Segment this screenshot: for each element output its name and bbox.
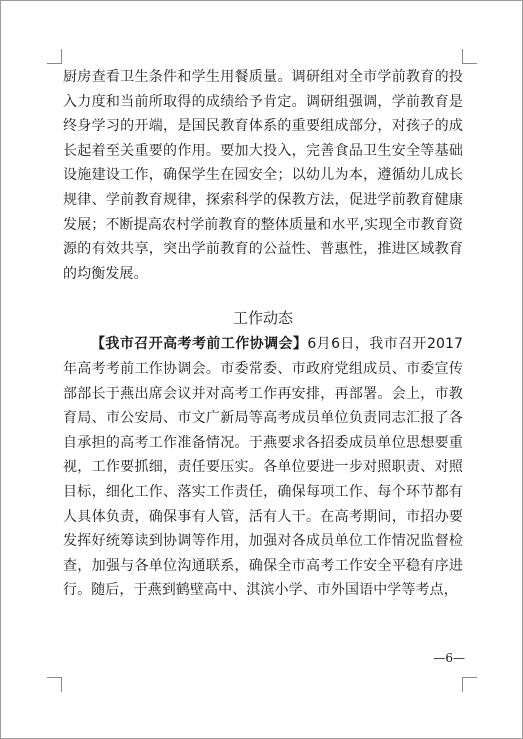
crop-mark-bottom-left <box>47 677 62 692</box>
body-paragraph: 厨房查看卫生条件和学生用餐质量。调研组对全市学前教育的投入力度和当前所取得的成绩给予肯定。调研组强调，学前教育是终身学习的开端，是国民教育体系的重要组成部分，对孩子的成长起着至关重要的作用。要加大投入，完善食品卫生安全等基础设施建设工作，确保学生在园安全；以幼儿为本，遵循幼儿成长规律、学前教育规律，探索科学的保教方法，促进学前教育健康发展；不断提高农村学前教育的整体质量和水平,实现全市教育资源的有效共享，突出学前教育的公益性、普惠性，推进区域教育的均衡发展。 <box>63 69 463 282</box>
crop-mark-top-left <box>47 49 62 64</box>
page-number: —6— <box>433 651 465 665</box>
news-paragraph <box>63 332 463 603</box>
news-headline: 【我市召开高考考前工作协调会】 <box>91 336 308 353</box>
crop-mark-top-right <box>462 49 477 64</box>
document-body <box>63 65 463 603</box>
crop-mark-bottom-right <box>462 677 477 692</box>
news-body: 6月6日，我市召开2017年高考考前工作协调会。市委常委、市政府党组成员、市委宣传部部长于燕出席会议并对高考工作再安排，再部署。会上，市教育局、市公安局、市文广新局等高考成员单位负责同志汇报了各自承担的高考工作准备情况。于燕要求各招委成员单位思想要重视，工作要抓细，责任要压实。各单位要进一步对照职责、对照目标，细化工作、落实工作责任，确保每项工作、每个环节都有人具体负责，确保事有人管，活有人干。在高考期间，市招办要发挥好统筹读到协调等作用，加强对各成员单位工作情况监督检查，加强与各单位沟通联系，确保全市高考工作安全平稳有序进行。随后，于燕到鹤壁高中、淇滨小学、市外国语中学等考点， <box>63 336 463 599</box>
section-title: 工作动态 <box>232 309 293 328</box>
